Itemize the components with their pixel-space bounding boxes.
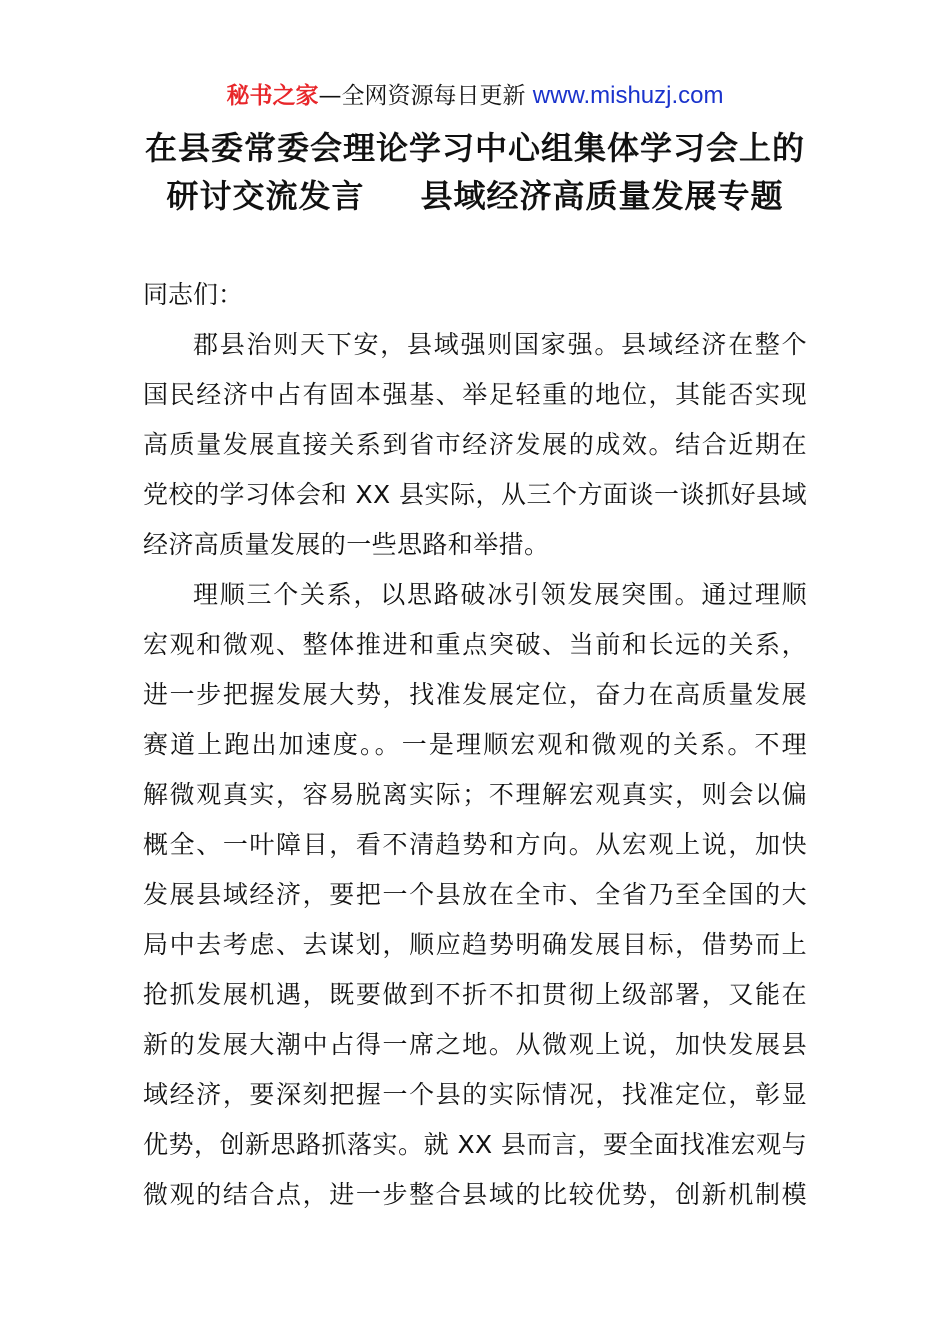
text-line: 新的发展大潮中占得一席之地。从微观上说，加快发展县 (143, 1030, 807, 1059)
site-header (0, 80, 950, 112)
text-line: 抢抓发展机遇，既要做到不折不扣贯彻上级部署，又能在 (143, 980, 807, 1009)
title-part-topic: 县域经济高质量发展专题 (420, 177, 784, 215)
text-line: 高质量发展直接关系到省市经济发展的成效。结合近期在 (143, 430, 807, 459)
site-tagline: —全网资源每日更新 (318, 83, 526, 109)
paragraph-1 (143, 320, 807, 570)
text-line: 优势，创新思路抓落实。就 XX 县而言，要全面找准宏观与 (143, 1130, 807, 1159)
text-line: 解微观真实，容易脱离实际；不理解宏观真实，则会以偏 (143, 780, 807, 809)
text-line: 进一步把握发展大势，找准发展定位，奋力在高质量发展 (143, 680, 807, 709)
title-part-speech: 研讨交流发言 (166, 177, 365, 215)
salutation: 同志们： (143, 280, 244, 309)
text-line: 概全、一叶障目，看不清趋势和方向。从宏观上说，加快 (143, 830, 807, 859)
text-line: 微观的结合点，进一步整合县域的比较优势，创新机制模 (143, 1180, 807, 1209)
text-line: 赛道上跑出加速度。。一是理顺宏观和微观的关系。不理 (143, 730, 807, 759)
text-line: 郡县治则天下安，县域强则国家强。县域经济在整个 (193, 330, 807, 359)
document-title-line-1: 在县委常委会理论学习中心组集体学习会上的 (144, 129, 805, 167)
text-line: 国民经济中占有固本强基、举足轻重的地位，其能否实现 (143, 380, 807, 409)
text-line: 域经济，要深刻把握一个县的实际情况，找准定位，彰显 (143, 1080, 807, 1109)
site-url-link[interactable]: www.mishuzj.com (532, 82, 724, 109)
text-line: 党校的学习体会和 XX 县实际，从三个方面谈一谈抓好县域 (143, 480, 807, 509)
paragraph-2 (143, 570, 807, 1220)
text-line: 发展县域经济，要把一个县放在全市、全省乃至全国的大 (143, 880, 807, 909)
document-body (143, 270, 807, 1220)
text-line: 局中去考虑、去谋划，顺应趋势明确发展目标，借势而上 (143, 930, 807, 959)
text-line: 宏观和微观、整体推进和重点突破、当前和长远的关系， (143, 630, 807, 659)
document-title-line-2 (0, 174, 950, 218)
site-brand: 秘书之家 (226, 83, 319, 109)
text-line: 理顺三个关系，以思路破冰引领发展突围。通过理顺 (193, 580, 807, 609)
text-line: 经济高质量发展的一些思路和举措。 (143, 530, 550, 559)
